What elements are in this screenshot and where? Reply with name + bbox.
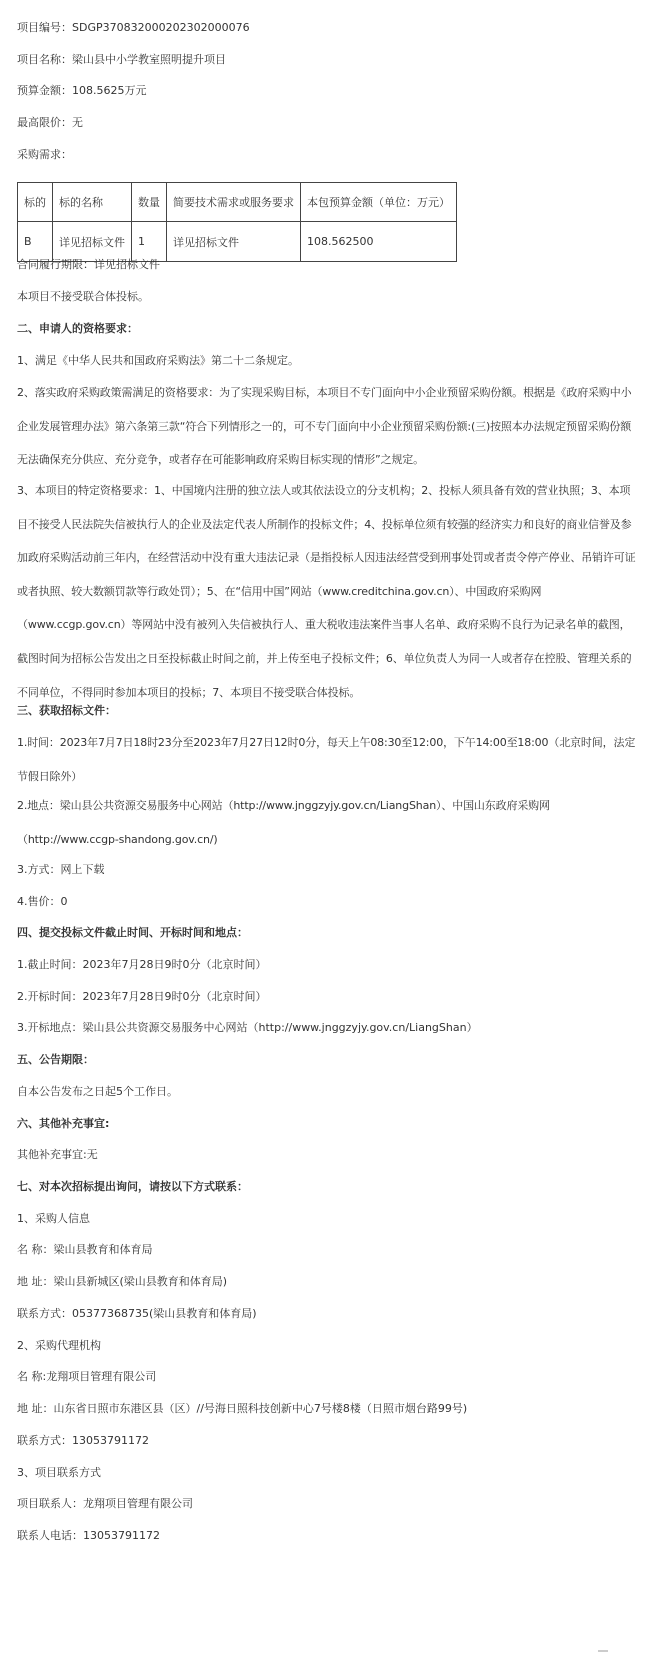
buyer-address: 地 址：梁山县新城区(梁山县教育和体育局): [17, 1275, 228, 1288]
agent-contact: 联系方式：13053791172: [17, 1434, 149, 1447]
table-header-cell: 简要技术需求或服务要求: [167, 183, 301, 222]
project-contact-phone: 联系人电话：13053791172: [17, 1529, 160, 1542]
table-header-cell: 标的名称: [53, 183, 132, 222]
contract-period: 合同履行期限：详见招标文件: [17, 258, 160, 271]
agent-name: 名 称:龙翔项目管理有限公司: [17, 1370, 157, 1383]
section-3-method: 3.方式：网上下载: [17, 863, 105, 876]
table-cell: 详见招标文件: [53, 222, 132, 262]
section-4-open-place: 3.开标地点：梁山县公共资源交易服务中心网站（http://www.jnggzyjy.gov.cn/LiangShan）: [17, 1021, 478, 1034]
requirements-label: 采购需求：: [17, 148, 72, 161]
section-6-text: 其他补充事宜:无: [17, 1148, 98, 1161]
section-4-title: 四、提交投标文件截止时间、开标时间和地点：: [17, 926, 248, 939]
budget-amount: 预算金额：108.5625万元: [17, 84, 147, 97]
project-number: 项目编号：SDGP370832000202302000076: [17, 21, 250, 34]
table-header-cell: 数量: [132, 183, 167, 222]
section-2-item-2: 2、落实政府采购政策需满足的资格要求：为了实现采购目标，本项目不专门面向中小企业预留采购份额。根据是《政府采购中小企业发展管理办法》第六条第三款“符合下列情形之一的，可不专门面向中小企业预留采购份额:(三)按照本办法规定预留采购份额无法确保充分供应、充分竞争，或者存在可能影响政府采购目标实现的情形”之规定。: [17, 386, 632, 467]
table-cell: 1: [132, 222, 167, 262]
buyer-info-label: 1、采购人信息: [17, 1212, 90, 1225]
project-name: 项目名称：梁山县中小学教室照明提升项目: [17, 53, 226, 66]
section-4-open-time: 2.开标时间：2023年7月28日9时0分（北京时间）: [17, 990, 267, 1003]
section-5-text: 自本公告发布之日起5个工作日。: [17, 1085, 178, 1098]
section-7-title: 七、对本次招标提出询问，请按以下方式联系：: [17, 1180, 248, 1193]
table-header-cell: 本包预算金额（单位：万元）: [301, 183, 457, 222]
section-3-title: 三、获取招标文件：: [17, 704, 116, 717]
table-header-cell: 标的: [18, 183, 53, 222]
section-6-title: 六、其他补充事宜:: [17, 1117, 110, 1130]
buyer-contact: 联系方式：05377368735(梁山县教育和体育局): [17, 1307, 257, 1320]
project-contact-label: 3、项目联系方式: [17, 1466, 101, 1479]
section-2-item-3: 3、本项目的特定资格要求：1、中国境内注册的独立法人或其依法设立的分支机构；2、投标人须具备有效的营业执照；3、本项目不接受人民法院失信被执行人的企业及法定代表人所制作的投标文件；4、投标单位须有较强的经济实力和良好的商业信誉及参加政府采购活动前三年内，在经营活动中没有重大违法记录（是指投标人因违法经营受到刑事处罚或者责令停产停业、吊销许可证或者执照、较大数额罚款等行政处罚）；5、在“信用中国”网站（www.creditchina.gov.cn）、中国政府采购网（www.ccgp.gov.cn）等网站中没有被列入失信被执行人、重大税收违法案件当事人名单、政府采购不良行为记录名单的截图，截图时间为招标公告发出之日至投标截止时间之前，并上传至电子投标文件；6、单位负责人为同一人或者存在控股、管理关系的不同单位，不得同时参加本项目的投标；7、本项目不接受联合体投标。: [17, 484, 636, 699]
table-row: [18, 222, 457, 262]
agent-address: 地 址：山东省日照市东港区县（区）//号海日照科技创新中心7号楼8楼（日照市烟台路99号): [17, 1402, 468, 1415]
section-4-deadline: 1.截止时间：2023年7月28日9时0分（北京时间）: [17, 958, 267, 971]
project-contact-person: 项目联系人：龙翔项目管理有限公司: [17, 1497, 193, 1510]
section-3-price: 4.售价：0: [17, 895, 68, 908]
table-header-row: [18, 183, 457, 222]
section-2-title: 二、申请人的资格要求：: [17, 322, 138, 335]
section-3-place: 2.地点：梁山县公共资源交易服务中心网站（http://www.jnggzyjy.gov.cn/LiangShan）、中国山东政府采购网（http://www.ccgp-shandong.gov.cn/): [17, 799, 550, 846]
buyer-name: 名 称：梁山县教育和体育局: [17, 1243, 153, 1256]
table-cell: 108.562500: [301, 222, 457, 262]
requirements-table: [17, 182, 457, 262]
table-cell: B: [18, 222, 53, 262]
agent-info-label: 2、采购代理机构: [17, 1339, 101, 1352]
section-5-title: 五、公告期限：: [17, 1053, 94, 1066]
max-price: 最高限价：无: [17, 116, 83, 129]
no-consortium-note: 本项目不接受联合体投标。: [17, 290, 149, 303]
table-cell: 详见招标文件: [167, 222, 301, 262]
section-3-time: 1.时间：2023年7月7日18时23分至2023年7月27日12时0分，每天上午08:30至12:00，下午14:00至18:00（北京时间，法定节假日除外）: [17, 736, 636, 783]
page-edge-mark: [598, 1650, 608, 1652]
section-2-item-1: 1、满足《中华人民共和国政府采购法》第二十二条规定。: [17, 354, 299, 367]
